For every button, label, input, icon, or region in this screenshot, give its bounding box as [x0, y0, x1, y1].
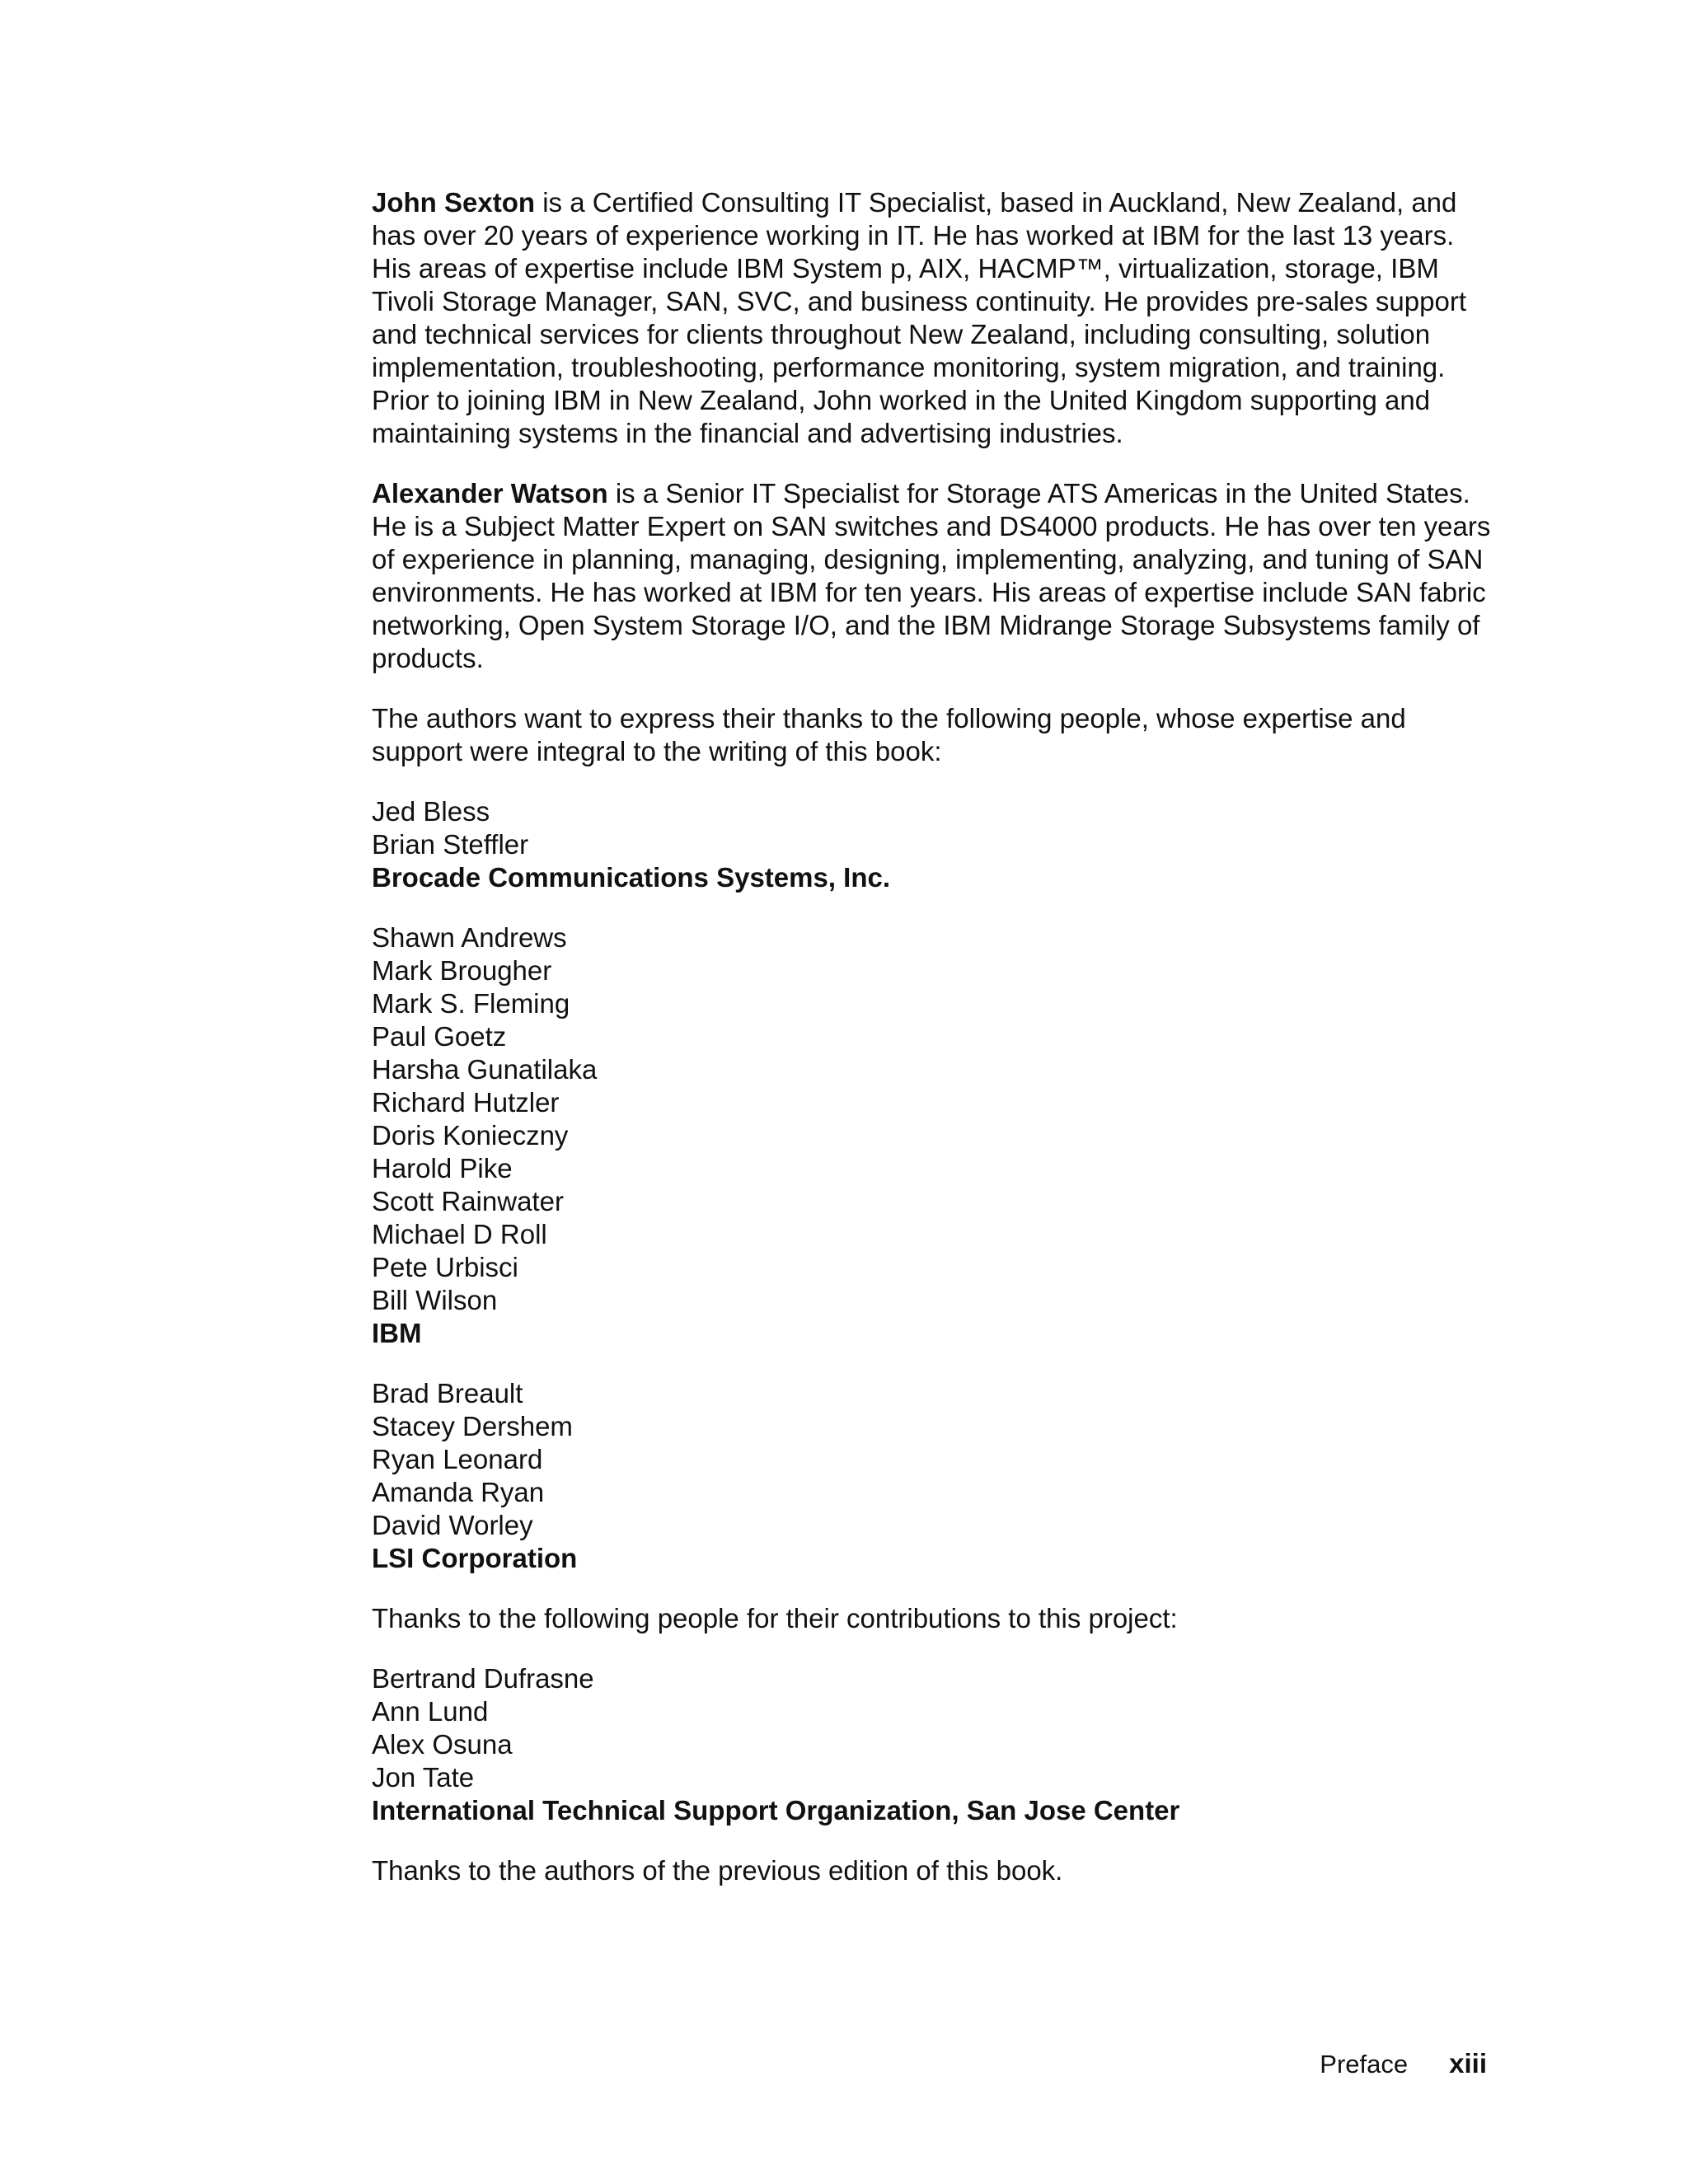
bio-paragraph-alexander-watson — [372, 477, 1493, 675]
closing-note: Thanks to the authors of the previous edition of this book. — [372, 1855, 1063, 1886]
person-name: Paul Goetz — [372, 1021, 507, 1052]
person-name: Bertrand Dufrasne — [372, 1663, 594, 1694]
page-content — [372, 186, 1493, 1915]
person-name: Brad Breault — [372, 1378, 523, 1408]
thanks-intro: The authors want to express their thanks to the following people, whose expertise and support were integral to the writing of this book: — [372, 703, 1406, 766]
acknowledgement-group-itso — [372, 1662, 1493, 1827]
bio-paragraph-john-sexton — [372, 186, 1493, 450]
person-name: Bill Wilson — [372, 1285, 498, 1315]
organization-name: International Technical Support Organization, San Jose Center — [372, 1795, 1180, 1825]
footer-section-title: Preface — [1320, 2050, 1409, 2079]
acknowledgement-group-lsi — [372, 1377, 1493, 1575]
contributions-intro: Thanks to the following people for their contributions to this project: — [372, 1603, 1178, 1633]
person-name: Mark Brougher — [372, 955, 552, 986]
person-name: Jed Bless — [372, 796, 490, 827]
person-name: Doris Konieczny — [372, 1120, 569, 1151]
person-name: Mark S. Fleming — [372, 988, 570, 1019]
person-name: Brian Steffler — [372, 829, 529, 860]
acknowledgement-group-ibm — [372, 921, 1493, 1350]
page-number: xiii — [1449, 2048, 1487, 2079]
person-name: Ann Lund — [372, 1696, 489, 1727]
author-name: Alexander Watson — [372, 478, 608, 509]
person-name: Stacey Dershem — [372, 1411, 573, 1441]
person-name: Harsha Gunatilaka — [372, 1054, 598, 1085]
organization-name: Brocade Communications Systems, Inc. — [372, 862, 891, 893]
author-bio-text: is a Certified Consulting IT Specialist, based in Auckland, New Zealand, and has over 20 years of experience working in IT. He has worked at IBM for the last 13 years. His areas of expertise include IBM System p, AIX, HACMP™, virtualization, storage, IBM Tivoli Storage Manager, SAN, SVC, and business continuity. He provides pre-sales support and technical services for clients throughout New Zealand, including consulting, solution implementation, troubleshooting, performance monitoring, system migration, and training. Prior to joining IBM in New Zealand, John worked in the United Kingdom supporting and maintaining systems in the financial and advertising industries. — [372, 187, 1466, 448]
person-name: Jon Tate — [372, 1762, 475, 1793]
person-name: Michael D Roll — [372, 1219, 547, 1249]
person-name: David Worley — [372, 1510, 533, 1540]
author-name: John Sexton — [372, 187, 536, 218]
person-name: Scott Rainwater — [372, 1186, 564, 1216]
person-name: Richard Hutzler — [372, 1087, 560, 1118]
person-name: Amanda Ryan — [372, 1477, 545, 1507]
author-bio-text: is a Senior IT Specialist for Storage ATS Americas in the United States. He is a Subject Matter Expert on SAN switches and DS4000 products. He has over ten years of experience in planning, managing, designing, implementing, analyzing, and tuning of SAN environments. He has worked at IBM for ten years. His areas of expertise include SAN fabric networking, Open System Storage I/O, and the IBM Midrange Storage Subsystems family of products. — [372, 478, 1491, 673]
person-name: Pete Urbisci — [372, 1252, 518, 1282]
acknowledgement-group-brocade — [372, 795, 1493, 894]
person-name: Harold Pike — [372, 1153, 513, 1183]
page-footer — [1320, 2047, 1487, 2081]
person-name: Alex Osuna — [372, 1729, 513, 1760]
organization-name: IBM — [372, 1318, 422, 1348]
person-name: Shawn Andrews — [372, 922, 567, 953]
person-name: Ryan Leonard — [372, 1444, 543, 1474]
organization-name: LSI Corporation — [372, 1543, 578, 1573]
